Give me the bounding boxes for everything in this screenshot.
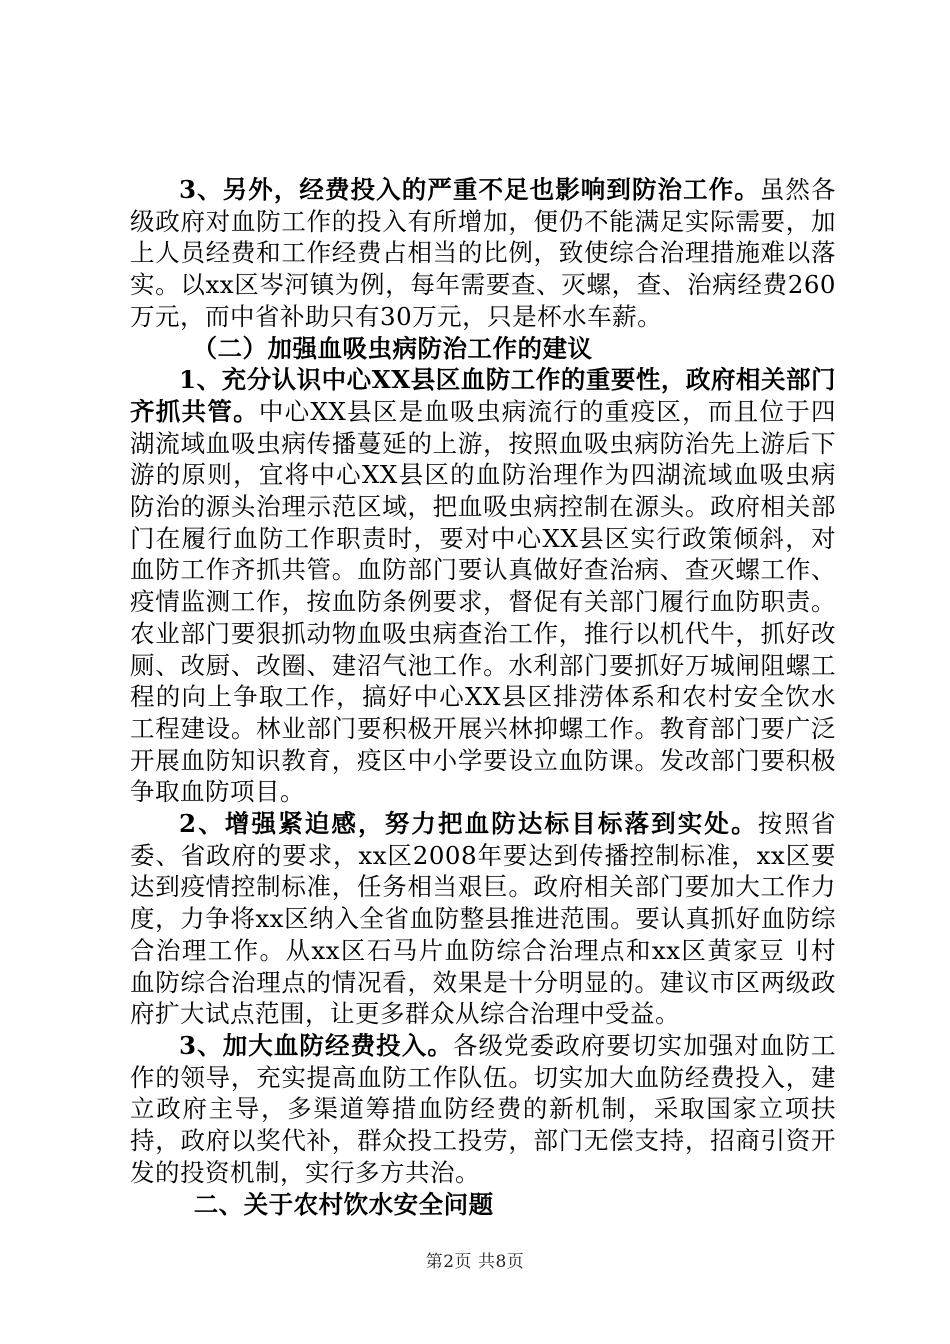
- paragraph-lead: 3、加大血防经费投入。: [179, 1030, 453, 1060]
- paragraph-lead: 1、充分认识中心XX县区血防工作的重要性，政府相关部门齐抓共管。: [130, 365, 836, 426]
- paragraph-increase-funding: [130, 1030, 836, 1189]
- paragraph-recognize-importance: [130, 364, 836, 808]
- paragraph-lead: 2、增强紧迫感，努力把血防达标目标落到实处。: [179, 809, 758, 839]
- subsection-heading: （二）加强血吸虫病防治工作的建议: [192, 333, 593, 363]
- paragraph-text: 虽然各级政府对血防工作的投入有所增加，便仍不能满足实际需要，加上人员经费和工作经费占相当的比例，致使综合治理措施难以落实。以xx区岑河镇为例，每年需要查、灭螺，查、治病经费260万元，而中省补助只有30万元，只是杯水车薪。: [130, 175, 836, 331]
- paragraph-text: 按照省委、省政府的要求，xx区2008年要达到传播控制标准，xx区要达到疫情控制标准，任务相当艰巨。政府相关部门要加大工作力度，力争将xx区纳入全省血防整县推进范围。要认真抓好血防综合治理工作。从xx区石马片血防综合治理点和xx区黄家豆刂村血防综合治理点的情况看，效果是十分明显的。建议市区两级政府扩大试点范围，让更多群众从综合治理中受益。: [130, 809, 837, 1029]
- page-number-footer: 第2页 共8页: [425, 1252, 525, 1272]
- paragraph-urgency: [130, 808, 836, 1030]
- document-body: [130, 174, 836, 1220]
- paragraph-lead: 3、另外，经费投入的严重不足也影响到防治工作。: [179, 175, 760, 204]
- paragraph-text: 各级党委政府要切实加强对血防工作的领导，充实提高血防工作队伍。切实加大血防经费投入，建立政府主导，多渠道筹措血防经费的新机制，采取国家立项扶持，政府以奖代补，群众投工投劳，部门无偿支持，招商引资开发的投资机制，实行多方共治。: [130, 1030, 836, 1187]
- paragraph-text: 中心XX县区是血吸虫病流行的重疫区，而且位于四湖流域血吸虫病传播蔓延的上游，按照血吸虫病防治先上游后下游的原则，宜将中心XX县区的血防治理作为四湖流域血吸虫病防治的源头治理示范区域，把血吸虫病控制在源头。政府相关部门在履行血防工作职责时，要对中心XX县区实行政策倾斜，对血防工作齐抓共管。血防部门要认真做好查治病、查灭螺工作、疫情监测工作，按血防条例要求，督促有关部门履行血防职责。农业部门要狠抓动物血吸虫病查治工作，推行以机代牛，抓好改厕、改厨、改圈、建沼气池工作。水利部门要抓好万城闸阻螺工程的向上争取工作，搞好中心XX县区排涝体系和农村安全饮水工程建设。林业部门要积极开展兴林抑螺工作。教育部门要广泛开展血防知识教育，疫区中小学要设立血防课。发改部门要积极争取血防项目。: [130, 396, 836, 807]
- paragraph-funding-shortage: [130, 174, 836, 333]
- section-heading: 二、关于农村饮水安全问题: [193, 1189, 494, 1219]
